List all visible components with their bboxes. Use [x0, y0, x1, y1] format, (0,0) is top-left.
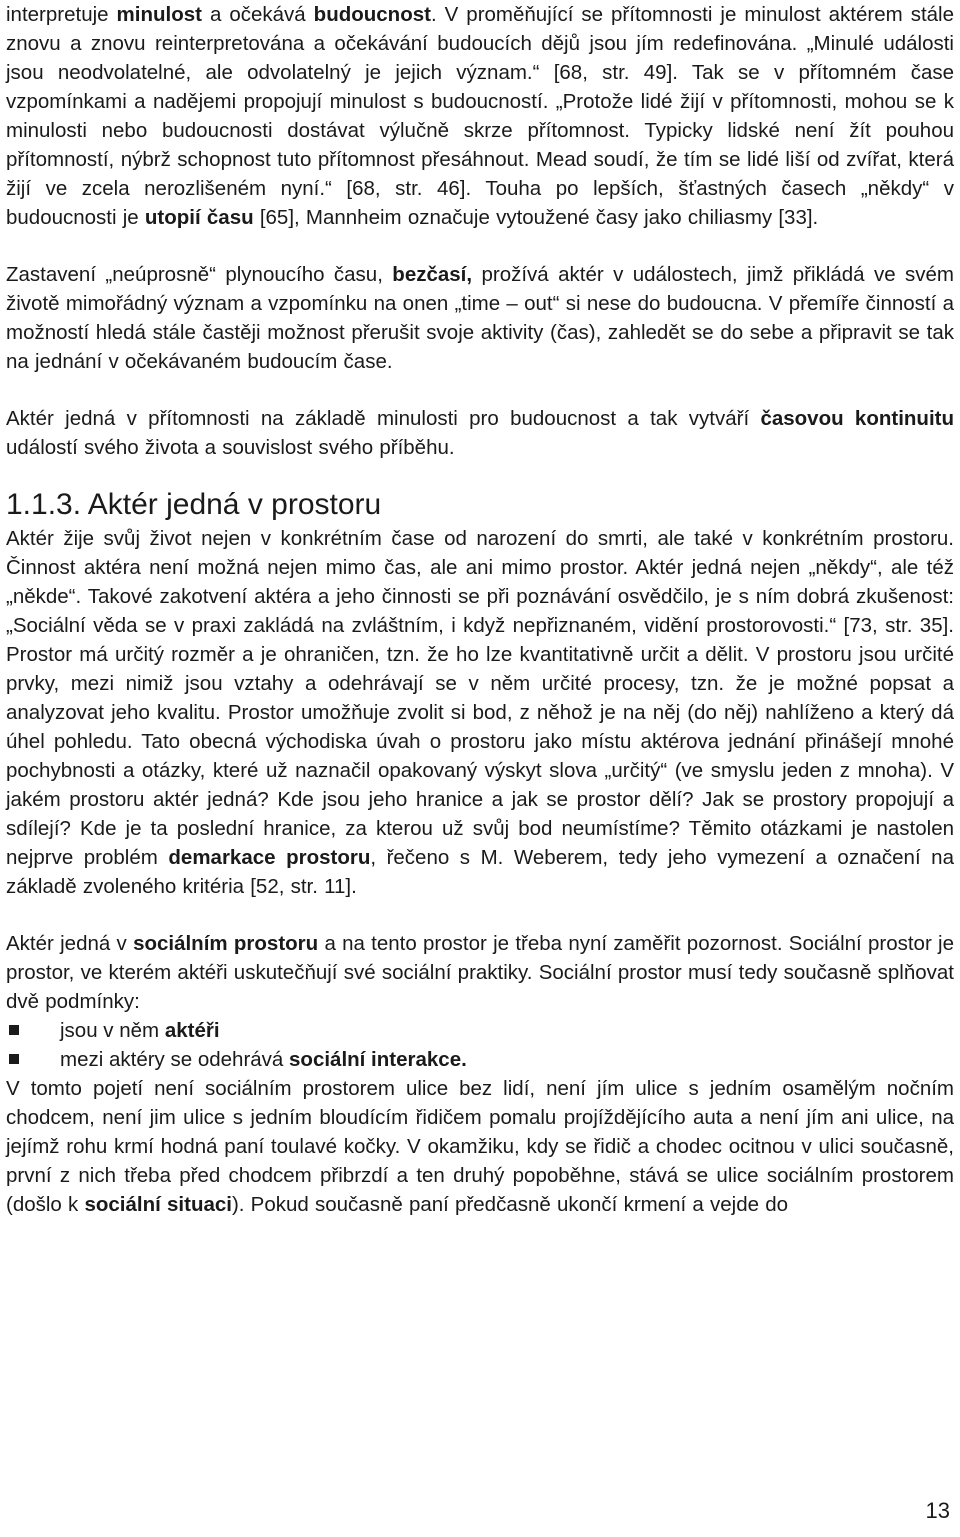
emphasized-term: sociální situaci: [84, 1193, 232, 1216]
paragraph-social-space: Aktér jedná v sociálním prostoru a na tento prostor je třeba nyní zaměřit pozornost. Sociální prostor je prostor, ve kterém aktéři uskutečňují své sociální praktiky. Sociální prostor musí tedy současně splňovat dvě podmínky:: [6, 932, 955, 1013]
paragraph-gap: [6, 901, 954, 929]
paragraph-continuity: Aktér jedná v přítomnosti na základě minulosti pro budoucnost a tak vytváří časovou kontinuitu událostí svého života a souvislost svého příběhu.: [6, 407, 954, 459]
emphasized-term: minulost: [116, 3, 202, 26]
list-item: [6, 1016, 954, 1045]
emphasized-term: sociálním prostoru: [133, 932, 319, 955]
document-page: [6, 0, 954, 1219]
emphasized-term: sociální interakce.: [289, 1048, 467, 1071]
emphasized-term: utopií času: [144, 206, 254, 229]
emphasized-term: demarkace prostoru: [168, 846, 371, 869]
emphasized-term: budoucnost: [313, 3, 431, 26]
page-number: 13: [925, 1498, 950, 1523]
paragraph-street-example: V tomto pojetí není sociálním prostorem ulice bez lidí, není jím ulice s jedním osamělým nočním chodcem, není jim ulice s jedním bloudícím řidičem pomalu projíždějícího auta a není jím ani ulice, na jejímž rohu krmí hodná paní toulavé kočky. V okamžiku, kdy se řidič a chodec ocitnou v ulici současně, první z nich třeba před chodcem přibrzdí a ten druhý popoběhne, stává se ulice sociálním prostorem (došlo k sociální situaci). Pokud současně paní předčasně ukončí krmení a vejde do: [6, 1077, 954, 1216]
list-item-text: mezi aktéry se odehrává sociální interakce.: [60, 1048, 467, 1071]
emphasized-term: časovou kontinuitu: [760, 407, 954, 430]
list-item-text: jsou v něm aktéři: [60, 1019, 220, 1042]
list-item: [6, 1045, 954, 1074]
paragraph-gap: [6, 376, 954, 404]
conditions-list: [6, 1016, 954, 1074]
emphasized-term: bezčasí,: [392, 263, 473, 286]
section-heading: 1.1.3. Aktér jedná v prostoru: [6, 488, 382, 521]
square-bullet-icon: [9, 1025, 19, 1035]
square-bullet-icon: [9, 1054, 19, 1064]
paragraph-space: Aktér žije svůj život nejen v konkrétním čase od narození do smrti, ale také v konkrétním prostoru. Činnost aktéra není možná nejen mimo čas, ale ani mimo prostor. Aktér jedná nejen „někdy“, ale též „někde“. Takové zakotvení aktéra a jeho činnosti se při poznávání osvědčilo, je s ním dobrá zkušenost: „Sociální věda se v praxi zakládá na zvláštním, i když nepřiznaném, vidění prostorovosti.“ [73, str. 35]. Prostor má určitý rozměr a je ohraničen, tzn. že ho lze kvantitativně určit a dělit. V prostoru jsou určité prvky, mezi nimiž jsou vztahy a odehrávají se v něm určité procesy, tzn. že je možné popsat a analyzovat jeho kvalitu. Prostor umožňuje zvolit si bod, z něhož je na něj (do něj) nahlíženo a který dá úhel pohledu. Tato obecná východiska úvah o prostoru jako místu aktérova jednání přinášejí mnohé pochybnosti a otázky, které už naznačil opakovaný výskyt slova „určitý“ (ve smyslu jeden z mnoha). V jakém prostoru aktér jedná? Kde jsou jeho hranice a jak se prostor dělí? Jak se prostory propojují a sdílejí? Kde je ta poslední hranice, za kterou už svůj bod neumístíme? Těmito otázkami je nastolen nejprve problém demarkace prostoru, řečeno s M. Weberem, tedy jeho vymezení a označení na základě zvoleného kritéria [52, str. 11].: [6, 527, 954, 898]
emphasized-term: aktéři: [164, 1019, 220, 1042]
paragraph-time-continuity: interpretuje minulost a očekává budoucnost. V proměňující se přítomnosti je minulost aktérem stále znovu a znovu reinterpretována a očekávání budoucích dějů jsou jím redefinována. „Minulé události jsou neodvolatelné, ale odvolatelný je jejich význam.“ [68, str. 49]. Tak se v přítomném čase vzpomínkami a nadějemi propojují minulost s budoucností. „Protože lidé žijí v přítomnosti, mohou se k minulosti nebo budoucnosti dostávat výlučně skrze přítomnost. Typicky lidské není žít pouhou přítomností, nýbrž schopnost tuto přítomnost přesáhnout. Mead soudí, že tím se lidé liší od zvířat, která žijí ve zcela nerozlišeném nyní.“ [68, str. 46]. Touha po lepších, šťastných časech „někdy“ v budoucnosti je utopií času [65], Mannheim označuje vytoužené časy jako chiliasmy [33].: [6, 3, 954, 229]
paragraph-gap: [6, 232, 954, 260]
paragraph-timelessness: Zastavení „neúprosně“ plynoucího času, bezčasí, prožívá aktér v událostech, jimž přikládá ve svém životě mimořádný význam a vzpomínku na onen „time – out“ si nese do budoucna. V přemíře činností a možností hledá stále častěji možnost přerušit svoje aktivity (čas), zahledět se do sebe a připravit se tak na jednání v očekávaném budoucím čase.: [6, 263, 954, 373]
